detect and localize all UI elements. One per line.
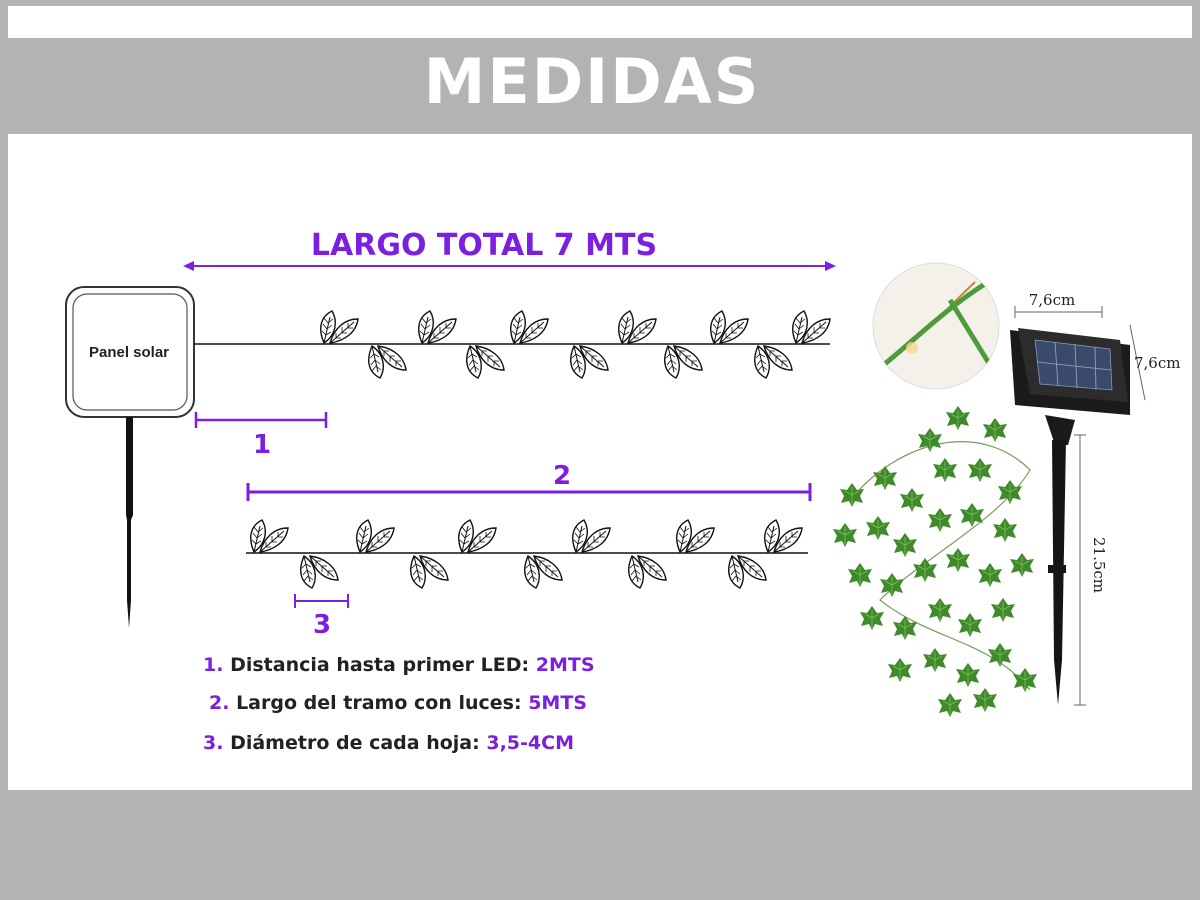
solar-stake [126, 417, 133, 628]
ivy-garland-illustration [833, 406, 1037, 717]
legend-num-3: 3. [203, 732, 224, 754]
solar-panel-product [1010, 328, 1130, 705]
legend-item-1 [203, 654, 595, 676]
leaf-row-upper-top [321, 311, 830, 343]
marker-1-bracket [196, 412, 326, 428]
leaf-row-lower-top [251, 520, 802, 552]
legend-item-2 [209, 692, 587, 714]
legend-num-1: 1. [203, 654, 224, 676]
legend-text-1: Distancia hasta primer LED: [230, 654, 530, 676]
legend-value-3: 3,5-4CM [486, 732, 574, 754]
marker-2-bracket [248, 483, 810, 501]
marker-3-label: 3 [312, 610, 332, 640]
marker-2-label: 2 [552, 461, 572, 491]
legend-item-3 [203, 732, 574, 754]
total-length-label: LARGO TOTAL 7 MTS [310, 228, 658, 263]
legend-text-2: Largo del tramo con luces: [236, 692, 522, 714]
marker-1-label: 1 [252, 430, 272, 460]
legend-num-2: 2. [209, 692, 230, 714]
page-title: MEDIDAS [423, 45, 761, 118]
height-label: 21.5cm [1090, 536, 1108, 594]
leaf-row-lower-bottom [301, 556, 766, 588]
width-label: 7,6cm [1028, 291, 1076, 309]
leaf-row-upper-bottom [369, 346, 792, 378]
legend-value-2: 5MTS [528, 692, 587, 714]
marker-3-bracket [295, 594, 348, 608]
legend-text-3: Diámetro de cada hoja: [230, 732, 480, 754]
solar-panel-label: Panel solar [88, 344, 170, 361]
led-closeup-circle [873, 263, 1000, 389]
depth-label: 7,6cm [1134, 354, 1181, 372]
dimension-height [1074, 435, 1086, 705]
legend-value-1: 2MTS [535, 654, 595, 676]
